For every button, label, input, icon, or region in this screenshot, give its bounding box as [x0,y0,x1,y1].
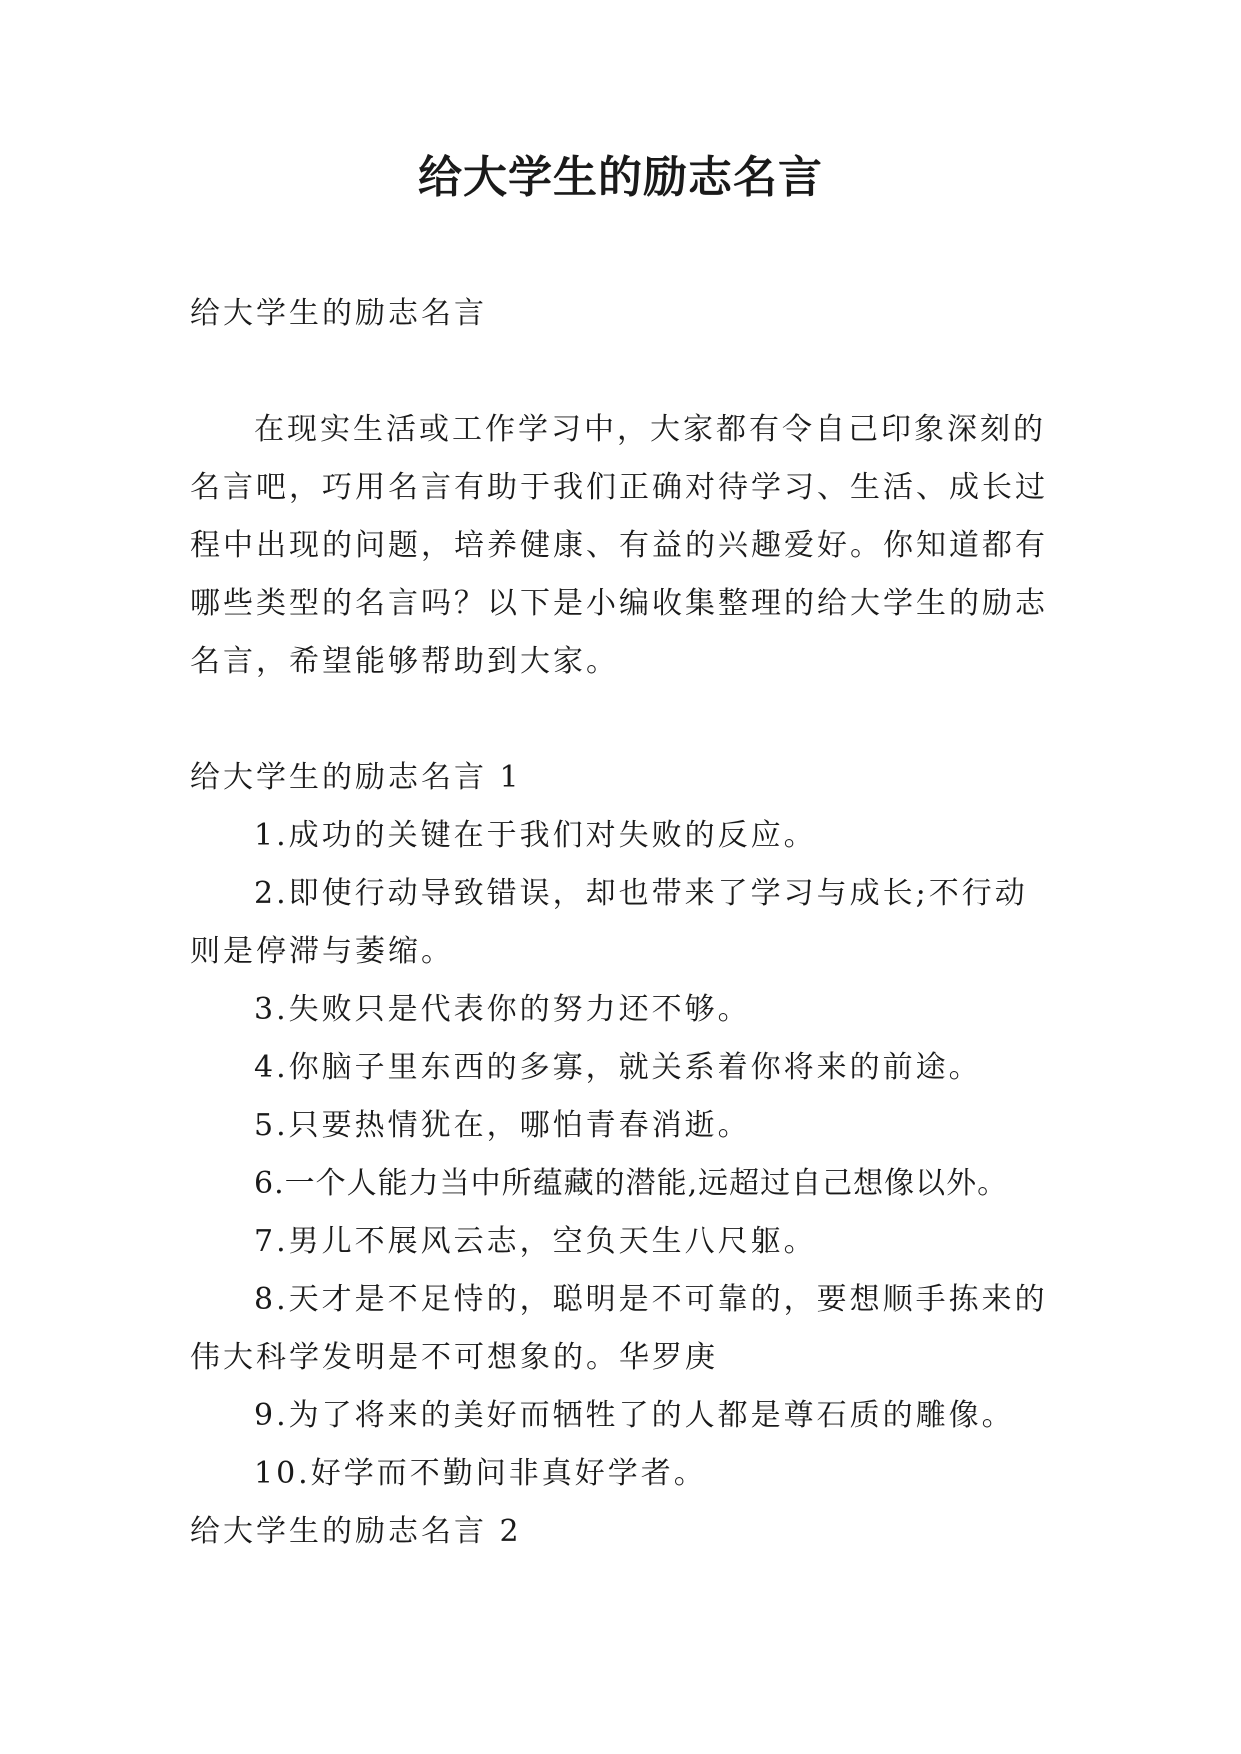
document-body [190,285,1060,1561]
quote-item: 3.失败只是代表你的努力还不够。 [254,992,751,1027]
quote-item: 4.你脑子里东西的多寡，就关系着你将来的前途。 [254,1050,982,1085]
document-title: 给大学生的励志名言 [418,152,823,203]
quote-item: 6.一个人能力当中所蕴藏的潜能,远超过自己想像以外。 [254,1166,1009,1201]
quote-item: 10.好学而不勤问非真好学者。 [254,1456,707,1491]
quote-item: 9.为了将来的美好而牺牲了的人都是尊石质的雕像。 [254,1398,1015,1433]
quote-list [190,807,1060,1503]
section-title-2: 给大学生的励志名言 2 [190,1514,522,1549]
section-title-1: 给大学生的励志名言 1 [190,760,522,795]
quote-item: 2.即使行动导致错误，却也带来了学习与成长;不行动则是停滞与萎缩。 [190,876,1028,969]
quote-item: 7.男儿不展风云志，空负天生八尺躯。 [254,1224,817,1259]
quote-item: 5.只要热情犹在，哪怕青春消逝。 [254,1108,751,1143]
quote-item: 1.成功的关键在于我们对失败的反应。 [254,818,817,853]
document-subtitle: 给大学生的励志名言 [190,296,487,331]
intro-paragraph: 在现实生活或工作学习中，大家都有令自己印象深刻的名言吧，巧用名言有助于我们正确对待学习、生活、成长过程中出现的问题，培养健康、有益的兴趣爱好。你知道都有哪些类型的名言吗？以下是小编收集整理的给大学生的励志名言，希望能够帮助到大家。 [190,412,1048,679]
quote-item: 8.天才是不足恃的，聪明是不可靠的，要想顺手拣来的伟大科学发明是不可想象的。华罗庚 [190,1282,1048,1375]
